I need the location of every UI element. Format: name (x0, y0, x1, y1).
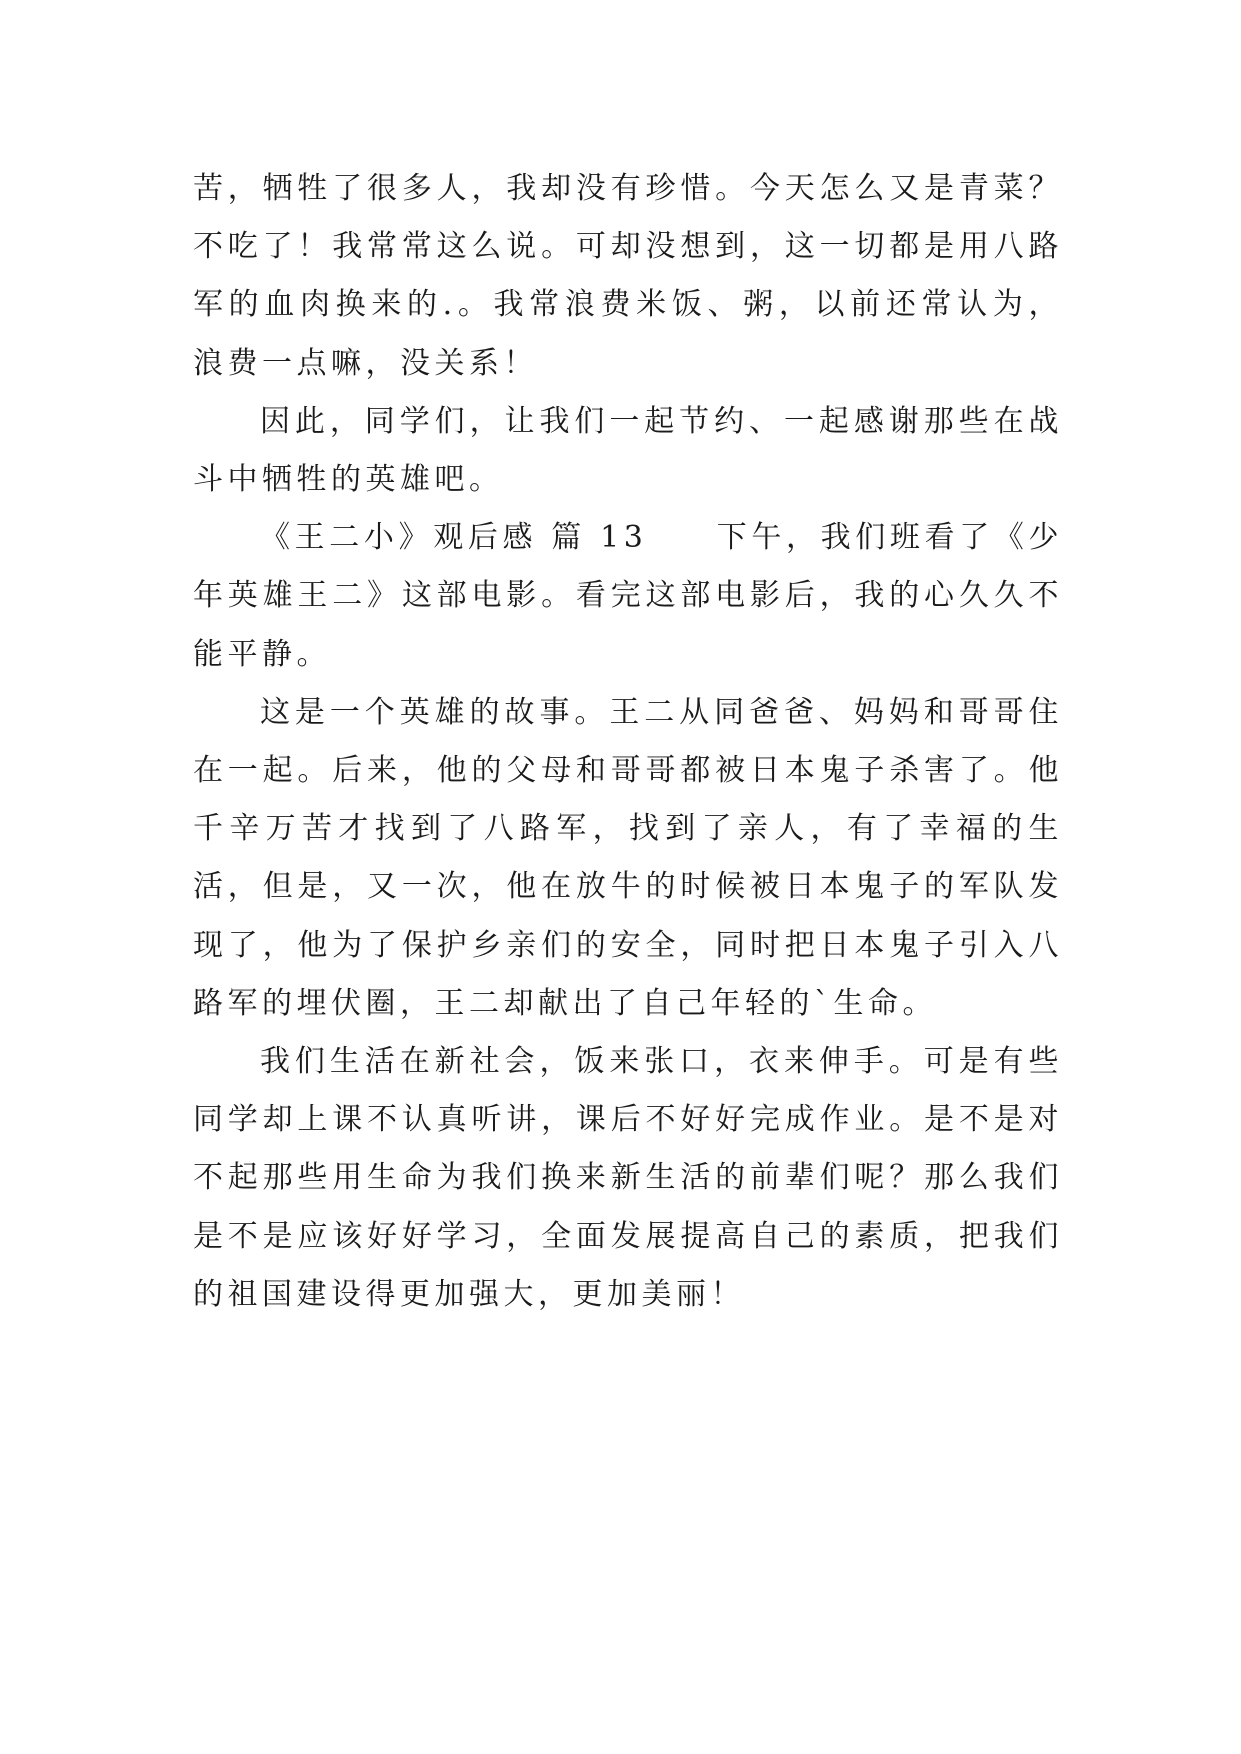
paragraph-4: 这是一个英雄的故事。王二从同爸爸、妈妈和哥哥住在一起。后来，他的父母和哥哥都被日本鬼子杀害了。他千辛万苦才找到了八路军，找到了亲人，有了幸福的生活，但是，又一次，他在放牛的时候被日本鬼子的军队发现了，他为了保护乡亲们的安全，同时把日本鬼子引入八路军的埋伏圈，王二却献出了自己年轻的`生命。 (193, 694, 1063, 1021)
document-body (193, 160, 1063, 1324)
paragraph-5: 我们生活在新社会，饭来张口，衣来伸手。可是有些同学却上课不认真听讲，课后不好好完成作业。是不是对不起那些用生命为我们换来新生活的前辈们呢？那么我们是不是应该好好学习，全面发展提高自己的素质，把我们的祖国建设得更加强大，更加美丽！ (193, 1044, 1063, 1312)
paragraph-1: 苦，牺牲了很多人，我却没有珍惜。今天怎么又是青菜？不吃了！我常常这么说。可却没想到，这一切都是用八路军的血肉换来的.。我常浪费米饭、粥，以前还常认为，浪费一点嘛，没关系！ (193, 171, 1063, 381)
paragraph-3: 《王二小》观后感 篇 13 下午，我们班看了《少年英雄王二》这部电影。看完这部电影后，我的心久久不能平静。 (193, 520, 1063, 672)
paragraph-2: 因此，同学们，让我们一起节约、一起感谢那些在战斗中牺牲的英雄吧。 (193, 403, 1063, 498)
